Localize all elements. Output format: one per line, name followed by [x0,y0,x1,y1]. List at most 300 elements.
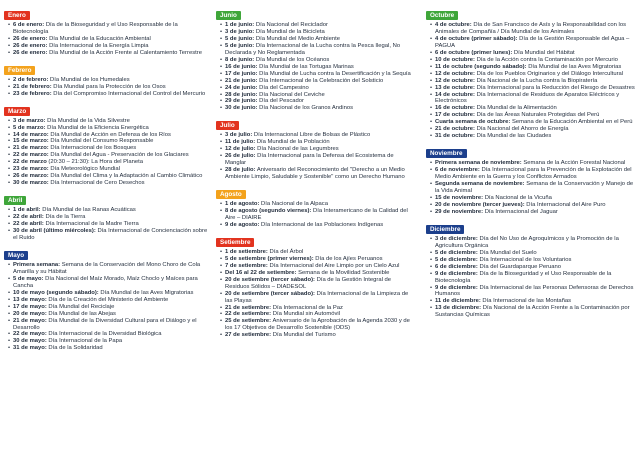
event-item [220,305,414,312]
month-heading: Agosto [216,190,246,199]
event-date: 21 de junio: [225,77,258,84]
event-date: 10 de octubre: [435,56,475,63]
event-date: 9 de diciembre: [435,270,478,277]
event-item [220,277,414,291]
event-date: 8 de agosto (segundo viernes): [225,208,312,215]
event-date: 21 de febrero: [13,83,52,90]
event-item [430,195,638,202]
event-description: Día Mundial de la Educación Ambiental [49,35,151,42]
event-description: Día Internacional de la Paz [272,304,343,311]
event-date: Cuarta semana de octubre: [435,119,511,126]
event-item [220,85,414,92]
event-item [220,64,414,71]
event-item [430,298,638,305]
event-date: 12 de octubre: [435,70,475,77]
event-date: 11 de julio: [225,139,256,146]
event-description: Día Internacional Libre de Bolsas de Plástico [253,132,371,139]
month-enero [2,4,208,57]
event-item [220,222,414,229]
event-date: 5 de diciembre: [435,249,478,256]
event-item [220,105,414,112]
event-date: 2 de febrero: [13,76,49,83]
event-item [220,57,414,64]
event-list [214,201,414,229]
event-description: Día de los Pueblos Originarios y del Diálogo Intercultural [476,70,624,77]
event-description: Día Mundial sin Automóvil [272,311,340,318]
event-description: Día Internacional de los Voluntarios [479,256,572,263]
event-date: 13 de octubre: [435,84,475,91]
event-item [8,214,208,221]
event-list [214,249,414,339]
event-date: 5 de diciembre: [435,256,478,263]
event-date: 9 de agosto: [225,221,260,228]
event-item [220,132,414,139]
event-date: 16 de junio: [225,63,258,70]
event-description: Día Interamericano de la Calidad del Aire – DIAIRE [225,208,408,221]
event-description: (20:30 – 21:30): La Hora del Planeta [48,159,143,166]
event-date: 21 de octubre: [435,126,475,133]
event-description: Aniversario del Reconocimiento del "Derecho a un Medio Ambiente Limpio, Saludable y Sostenible" como un Derecho Humano [225,167,405,181]
event-description: Día de la Solidaridad [48,345,103,352]
event-item [430,271,638,285]
event-item [220,256,414,263]
event-description: Día Internacional para la Prevención de la Explotación del Medio Ambiente en la Guerra y los Conflictos Armados [435,167,632,181]
event-list [2,22,208,57]
event-list [424,160,638,216]
month-agosto [214,183,414,229]
event-date: 21 de marzo: [13,145,49,152]
event-description: Día Mundial de la Acción Frente al Calentamiento Terrestre [49,49,202,56]
event-date: 5 de setiembre (primer viernes): [225,255,314,262]
event-item [8,138,208,145]
event-date: 8 de junio: [225,56,255,63]
event-list [214,132,414,181]
event-description: Día Internacional del Jaguar [484,208,558,215]
event-date: 6 de octubre (primer lunes): [435,49,513,56]
event-description: Día de la Bioseguridad y el Uso Responsable de la Biotecnología [13,22,178,35]
event-list [2,262,208,352]
event-description: Día Meteorológico Mundial [50,166,120,173]
event-description: Semana de la Movilidad Sostenible [298,269,390,276]
event-description: Día Internacional de la Diversidad Biológica [48,331,162,338]
event-description: Semana de la Conservación del Mono Choro de Cola Amarilla y su Hábitat [13,261,201,275]
event-date: 1 de abril: [13,207,41,214]
event-item [8,125,208,132]
month-heading: Julio [216,121,239,130]
event-item [220,22,414,29]
event-date: 6 de enero: [13,22,45,28]
column-3 [424,4,638,321]
event-date: 12 de octubre: [435,77,475,84]
event-description: Día Nacional del Ahorro de Energía [476,126,569,133]
event-item [220,71,414,78]
event-description: Día Nacional de la Vicuña [484,194,552,201]
event-item [430,22,638,36]
event-date: 5 de junio: [225,35,255,42]
event-date: 13 de mayo: [13,296,47,303]
event-date: 28 de junio: [225,91,258,98]
event-description: Día Mundial del Hábitat [513,49,575,56]
event-item [8,159,208,166]
event-item [430,167,638,181]
event-description: Día Mundial de los Océanos [255,56,330,63]
event-description: Día Mundial para la Protección de los Osos [53,83,166,90]
event-date: 4 de octubre (primer sábado): [435,35,518,42]
event-description: Día Internacional del Aire Limpio por un Cielo Azul [269,262,400,269]
event-list [2,77,208,98]
event-description: Día del Compromiso Internacional del Control del Mercurio [53,90,206,97]
event-description: Día de las Áreas Naturales Protegidas del Perú [476,112,600,119]
event-date: 3 de diciembre: [435,235,478,242]
event-date: 10 de mayo (segundo sábado): [13,289,99,296]
event-description: Día del Guardaparque Peruano [479,263,562,270]
event-description: Día Nacional de la Lucha contra la Biopiratería [476,77,598,84]
event-date: 17 de junio: [225,70,258,77]
event-date: 29 de junio: [225,98,258,105]
event-date: 22 de setiembre: [225,311,272,318]
event-description: Día Internacional de Concienciación sobre el Ruido [13,228,208,241]
month-heading: Diciembre [426,225,464,234]
event-item [220,201,414,208]
event-item [220,311,414,318]
month-setiembre [214,231,414,339]
event-item [430,181,638,195]
event-item [220,78,414,85]
event-item [430,133,638,140]
event-description: Semana de la Acción Forestal Nacional [523,160,626,167]
event-description: Día Internacional de las Personas Defensoras de Derechos Humanos [435,284,634,298]
event-date: 1 de junio: [225,22,255,28]
month-heading: Febrero [4,66,35,75]
event-item [430,57,638,64]
month-junio [214,4,414,112]
event-description: Día Internacional de Cero Desechos [50,180,145,187]
event-description: Día Internacional del Aire Puro [526,201,606,208]
event-description: Día Internacional de la Papa [48,338,123,345]
event-date: Del 16 al 22 de setiembre: [225,269,297,276]
month-heading: Noviembre [426,149,467,158]
event-date: 5 de junio: [225,42,255,49]
event-item [8,338,208,345]
event-description: Día Mundial de Lucha contra la Desertificación y la Sequía [259,70,411,77]
event-description: Día Internacional de la Energía Limpia [49,42,149,49]
event-date: 13 de diciembre: [435,305,482,312]
event-description: Día de la Gestión Responsable del Agua – PAGUA [435,35,630,49]
event-item [8,311,208,318]
event-date: 28 de julio: [225,167,256,174]
event-description: Día Nacional de las Legumbres [257,146,339,153]
event-description: Día Nacional del Ceviche [259,91,325,98]
event-date: 3 de marzo: [13,117,46,124]
event-date: 30 de junio: [225,105,258,112]
event-item [8,145,208,152]
month-noviembre [424,142,638,216]
event-description: Aniversario de la Aprobación de la Agenda 2030 y de los 17 Objetivos de Desarrollo Sostenible (ODS) [225,318,410,332]
event-description: Día Nacional de la Acción Frente a la Contaminación por Sustancias Químicas [435,305,630,319]
event-item [8,262,208,276]
event-item [8,173,208,180]
event-description: Día Mundial de la Bicicleta [255,28,325,35]
event-description: Día Nacional de los Granos Andinos [259,105,353,112]
event-description: Día del Pescador [259,98,304,105]
event-description: Día Mundial de la Alimentación [476,105,557,112]
event-date: 25 de setiembre: [225,318,272,325]
event-date: 31 de octubre: [435,133,475,140]
event-description: Semana de la Educación Ambiental en el Perú [511,119,633,126]
event-date: 22 de marzo [13,159,47,166]
event-date: 6 de diciembre: [435,263,478,270]
event-item [8,331,208,338]
event-description: Día Nacional del Reciclador [255,22,328,28]
event-description: Día Mundial de los Humedales [50,76,130,83]
event-item [430,64,638,71]
event-description: Día Mundial de la Eficiencia Energética [47,124,149,131]
event-date: 26 de enero: [13,42,48,49]
event-date: 22 de abril: [13,221,44,228]
event-item [8,77,208,84]
event-date: 26 de julio: [225,153,256,160]
event-date: 15 de noviembre: [435,194,484,201]
event-date: 3 de junio: [225,28,255,35]
event-date: 23 de febrero: [13,90,52,97]
event-description: Día Mundial de las Abejas [48,310,116,317]
event-description: Día de la Gestión Integral de Residuos Sólidos – DIADESOL [225,276,391,290]
event-description: Día Internacional de la Limpieza de las Playas [225,290,409,304]
event-date: 22 de abril: [13,214,44,221]
event-date: 14 de marzo: [13,131,49,138]
event-date: 31 de mayo: [13,345,47,352]
event-item [8,50,208,57]
event-item [220,291,414,305]
event-item [220,92,414,99]
event-item [430,85,638,92]
event-item [430,50,638,57]
event-date: 30 de mayo: [13,338,47,345]
column-1 [2,4,208,354]
event-item [220,318,414,332]
event-item [8,43,208,50]
event-date: 22 de marzo: [13,152,49,159]
event-date: 12 de julio: [225,146,256,153]
event-item [8,132,208,139]
event-item [220,263,414,270]
event-description: Día Mundial del Clima y la Adaptación al Cambio Climático [50,173,203,180]
event-date: 26 de enero: [13,49,48,56]
event-item [8,290,208,297]
event-item [430,209,638,216]
month-julio [214,114,414,181]
event-item [220,167,414,181]
event-description: Día Mundial de las Aves Migratorias [528,63,622,70]
event-date: 30 de marzo: [13,180,49,187]
event-date: 27 de setiembre: [225,332,272,339]
event-item [8,22,208,36]
event-date: 6 de noviembre: [435,167,480,174]
event-item [430,112,638,119]
event-date: 17 de octubre: [435,112,475,119]
event-date: 1 de setiembre: [225,248,268,255]
event-item [8,166,208,173]
event-description: Día Internacional de las Montañas [482,298,572,305]
event-item [430,78,638,85]
event-date: 22 de mayo: [13,331,47,338]
event-date: 11 de diciembre: [435,298,481,305]
column-2 [214,4,414,341]
month-heading: Marzo [4,107,30,116]
event-description: Día Mundial de las Ciudades [476,133,552,140]
month-heading: Octubre [426,11,458,20]
event-item [8,276,208,290]
event-date: 14 de octubre: [435,91,475,98]
event-description: Día de la Acción contra la Contaminación por Mercurio [476,56,618,63]
event-description: Día Internacional de las Poblaciones Indígenas [261,221,384,228]
event-description: Día Mundial del Suelo [479,249,537,256]
event-date: 1 de agosto: [225,201,260,208]
month-octubre [424,4,638,140]
event-item [220,332,414,339]
event-date: 17 de mayo: [13,303,47,310]
event-item [220,146,414,153]
event-description: Día Internacional para la Defensa del Ecosistema de Manglar [225,153,394,167]
event-item [430,264,638,271]
event-date: 3 de julio: [225,132,253,139]
event-item [220,98,414,105]
event-description: Día Internacional para la Reducción del Riesgo de Desastres [476,84,635,91]
event-item [8,118,208,125]
event-description: Día Nacional de la Alpaca [261,201,328,208]
event-item [430,236,638,250]
event-date: 5 de mayo: [13,275,44,282]
event-description: Día Nacional del Maíz Morado, Maíz Choclo y Maíces para Cancha [13,275,198,289]
event-item [8,152,208,159]
event-item [220,208,414,222]
event-item [430,202,638,209]
event-date: 20 de setiembre (tercer sábado): [225,290,315,297]
event-item [430,250,638,257]
event-item [8,180,208,187]
event-date: 21 de mayo: [13,317,47,324]
event-item [430,126,638,133]
event-description: Día Internacional de la Lucha contra la Pesca Ilegal, No Declarada y No Reglamentada [225,42,401,56]
event-item [220,153,414,167]
event-date: Segunda semana de noviembre: [435,181,525,188]
event-item [220,43,414,57]
event-list [2,207,208,242]
event-item [430,71,638,78]
event-description: Día Mundial de la Diversidad Cultural para el Diálogo y el Desarrollo [13,317,197,331]
event-description: Día del Campesino [259,84,309,91]
event-date: 16 de octubre: [435,105,475,112]
event-description: Día Mundial de Acción en Defensa de los Ríos [50,131,171,138]
month-heading: Mayo [4,251,28,260]
event-date: 29 de noviembre: [435,208,484,215]
event-item [430,285,638,299]
event-description: Día Internacional de los Bosques [50,145,137,152]
event-item [220,29,414,36]
event-description: Día de la Tierra [45,214,86,221]
event-item [8,297,208,304]
event-description: Día Mundial del Agua - Preservación de los Glaciares [50,152,189,159]
event-description: Día del No Uso de Agroquímicos y la Promoción de la Agricultura Orgánica [435,235,619,249]
event-item [8,228,208,242]
event-list [424,22,638,140]
month-heading: Setiembre [216,238,254,247]
event-item [8,318,208,332]
event-item [8,304,208,311]
month-diciembre [424,218,638,319]
event-date: 26 de marzo: [13,173,49,180]
event-description: Semana de la Conservación y Manejo de la Vida Animal [435,181,634,195]
event-date: 5 de marzo: [13,124,46,131]
event-item [220,270,414,277]
month-abril [2,189,208,242]
event-list [424,236,638,319]
event-description: Día Mundial del Medio Ambiente [255,35,340,42]
event-item [8,91,208,98]
event-date: 9 de diciembre: [435,284,478,291]
event-item [430,305,638,319]
event-date: 4 de octubre: [435,22,472,28]
month-heading: Junio [216,11,241,20]
event-description: Día Mundial de las Ranas Acuáticas [42,207,136,214]
event-date: 21 de setiembre: [225,304,272,311]
event-date: 24 de junio: [225,84,258,91]
event-list [2,118,208,188]
event-date: 11 de octubre (segundo sábado): [435,63,527,70]
event-item [220,249,414,256]
event-date: Primera semana: [13,261,61,268]
event-item [8,221,208,228]
event-description: Día de San Francisco de Asís y la Responsabilidad con los Animales de Compañía / Día Mundial de los Animales [435,22,626,35]
event-item [430,119,638,126]
event-description: Día Internacional de Residuos de Aparatos Eléctricos y Electrónicos [435,91,620,105]
month-marzo [2,100,208,188]
event-description: Día Mundial del Consumo Responsable [50,138,154,145]
event-date: 15 de marzo: [13,138,49,145]
event-description: Día Internacional de la Celebración del Solsticio [259,77,384,84]
event-item [8,207,208,214]
event-item [8,36,208,43]
event-item [430,257,638,264]
event-description: Día Mundial del Turismo [272,332,336,339]
event-date: 30 de abril (último miércoles): [13,228,96,235]
month-mayo [2,244,208,352]
event-date: 7 de setiembre: [225,262,268,269]
event-description: Día de la Bioseguridad y el Uso Responsable de la Biotecnología [435,270,612,284]
event-date: 26 de enero: [13,35,48,42]
event-item [220,36,414,43]
event-item [430,36,638,50]
event-description: Día Mundial de la Población [256,139,330,146]
event-item [220,139,414,146]
event-list [214,22,414,112]
event-description: Día de los Ajíes Peruanos [315,255,383,262]
event-description: Día Mundial de las Tortugas Marinas [259,63,354,70]
event-description: Día Mundial del Reciclaje [48,303,115,310]
event-date: 23 de marzo: [13,166,49,173]
event-description: Día del Árbol [269,248,304,255]
event-date: 20 de setiembre (tercer sábado): [225,276,315,283]
event-description: Día Mundial de las Aves Migratorias [100,289,194,296]
month-heading: Enero [4,11,30,20]
event-date: 20 de noviembre (tercer jueves): [435,201,525,208]
event-description: Día Internacional de la Madre Tierra [45,221,139,228]
event-description: Día Mundial de la Vida Silvestre [47,117,130,124]
event-date: Primera semana de noviembre: [435,160,522,167]
event-item [430,160,638,167]
event-item [8,345,208,352]
event-description: Día de la Creación del Ministerio del Ambiente [48,296,169,303]
